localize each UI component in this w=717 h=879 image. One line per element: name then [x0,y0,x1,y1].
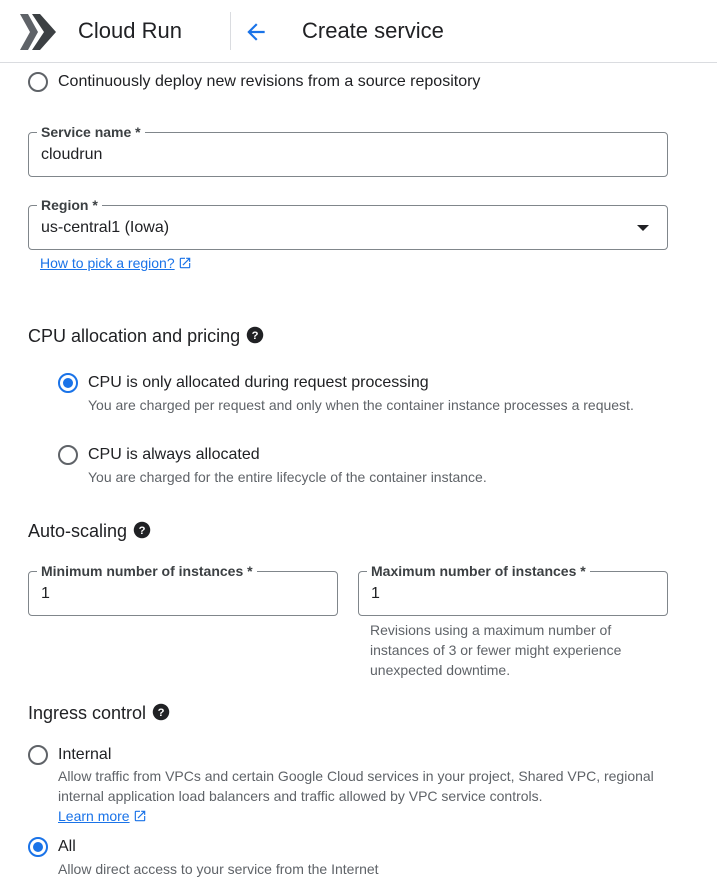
region-help-text[interactable]: How to pick a region? [40,255,175,271]
max-instances-label: Maximum number of instances * [367,562,590,580]
ingress-all-label[interactable]: All [58,838,76,855]
back-arrow-icon[interactable] [243,19,269,45]
ingress-all-radio[interactable] [28,837,48,857]
service-name-label: Service name * [37,123,145,141]
ingress-heading-text: Ingress control [28,703,147,723]
external-link-icon [133,809,147,823]
external-link-icon [178,256,192,270]
max-instances-hint: Revisions using a maximum number of instances of 3 or fewer might experience unexpected downtime. [370,622,622,678]
app-header [0,0,717,63]
cpu-always-label[interactable]: CPU is always allocated [88,446,260,463]
autoscaling-heading [28,521,151,542]
dropdown-arrow-icon[interactable] [637,225,649,231]
product-name[interactable]: Cloud Run [78,18,182,43]
cpu-always-radio[interactable] [58,445,78,465]
page-title: Create service [302,18,444,43]
help-icon[interactable] [133,521,151,539]
min-instances-field[interactable] [28,563,338,616]
cpu-request-label[interactable]: CPU is only allocated during request processing [88,374,429,391]
continuous-deploy-label[interactable]: Continuously deploy new revisions from a source repository [58,73,481,90]
help-icon[interactable] [152,703,170,721]
cpu-heading-text: CPU allocation and pricing [28,326,241,346]
min-instances-label: Minimum number of instances * [37,562,257,580]
learn-more-text[interactable]: Learn more [58,808,130,824]
ingress-internal-radio[interactable] [28,745,48,765]
min-instances-input[interactable]: 1 [41,585,50,602]
ingress-heading [28,703,170,724]
region-value[interactable]: us-central1 (Iowa) [41,219,170,236]
ingress-internal-label[interactable]: Internal [58,746,112,763]
cpu-always-desc: You are charged for the entire lifecycle of the container instance. [88,469,487,485]
ingress-all-desc: Allow direct access to your service from the Internet [58,861,379,877]
svg-text:?: ? [157,706,165,719]
form-content[interactable] [0,62,717,877]
service-name-field[interactable] [28,124,668,177]
autoscaling-heading-text: Auto-scaling [28,521,128,541]
svg-text:?: ? [138,524,146,537]
ingress-internal-desc: Allow traffic from VPCs and certain Google Cloud services in your project, Shared VPC, regional internal application load balancers and traffic allowed by VPC service controls. [58,768,654,804]
svg-text:?: ? [251,329,259,342]
help-icon[interactable] [246,326,264,344]
region-help-link[interactable] [40,255,192,271]
cpu-allocation-heading [28,326,264,347]
max-instances-input[interactable]: 1 [371,585,380,602]
region-label: Region * [37,196,102,214]
cpu-request-desc: You are charged per request and only when the container instance processes a request. [88,397,634,413]
max-instances-field[interactable] [358,563,668,616]
learn-more-link[interactable] [58,808,147,824]
cloud-run-logo-icon[interactable] [18,12,60,52]
continuous-deploy-radio[interactable] [28,72,48,92]
header-divider [230,12,231,50]
service-name-input[interactable]: cloudrun [41,146,103,163]
cpu-request-radio[interactable] [58,373,78,393]
region-select[interactable] [28,197,668,250]
